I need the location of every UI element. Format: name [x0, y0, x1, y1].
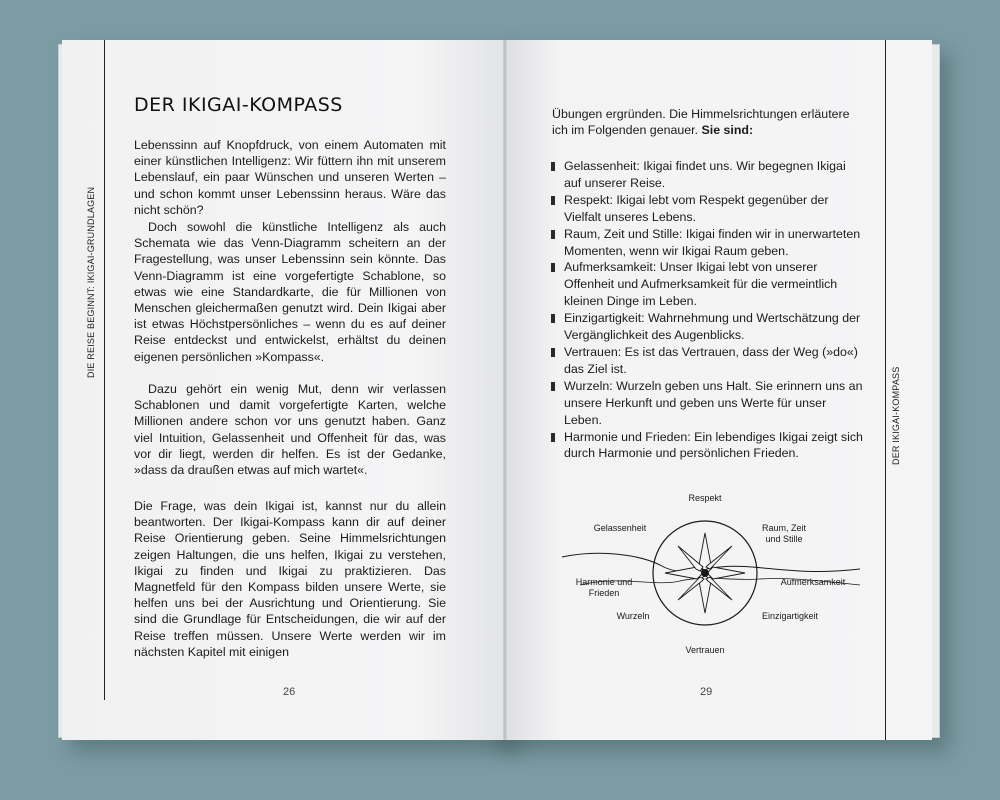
compass-label-top-right-2: und Stille [765, 534, 803, 544]
compass-star-icon [665, 533, 745, 613]
compass-label-right: Aufmerksamkeit [780, 577, 846, 587]
list-term: Harmonie und Frieden: [564, 429, 691, 444]
list-text: Ikigai finden wir in unerwarteten Momenten, wenn wir Ikigai Raum geben. [564, 226, 861, 258]
directions-list [551, 158, 866, 462]
paragraph-1: Lebenssinn auf Knopfdruck, von einem Automaten mit einer künstlichen Intelligenz: Wir füttern ihn mit unserem Lebenslauf, ein paar Wünschen und unseren Werten – und schon kommt unser Lebenssinn heraus. Wäre das nicht schön? [134, 138, 446, 217]
right-intro [552, 106, 862, 138]
list-term: Raum, Zeit und Stille: [564, 226, 683, 241]
list-text: Wahrnehmung und Wertschätzung der Vergänglichkeit des Augenblicks. [564, 311, 861, 343]
compass-label-bottom: Vertrauen [685, 645, 725, 655]
list-text: Ikigai lebt vom Respekt gegenüber der Vielfalt unseres Lebens. [564, 192, 829, 224]
compass-diagram [560, 485, 870, 665]
right-margin-rule [885, 40, 886, 740]
list-item [551, 429, 866, 463]
list-term: Aufmerksamkeit: [564, 260, 657, 275]
intro-bold: Sie sind: [701, 123, 754, 138]
list-item [551, 310, 866, 344]
list-term: Gelassenheit: [564, 159, 640, 173]
compass-label-left-1: Harmonie und [575, 577, 633, 587]
list-text: Unser Ikigai lebt von unserer Offenheit und Aufmerksamkeit für die vermeintlich kleinen Dinge im Leben. [564, 260, 838, 309]
page-number-left: 26 [283, 686, 296, 698]
paragraph-2: Doch sowohl die künstliche Intelligenz als auch Schemata wie das Venn-Diagramm scheitern an der Fragestellung, was unser Lebenssinn sein könnte. Das Venn-Diagramm ist eine vorgefertigte Schablone, so etwas wie eine Standardkarte, die für Millionen von Menschen gleichermaßen genutzt wird. Dein Ikigai aber ist etwas Höchstpersönliches – wenn du es auf deiner Reise entdeckst und entwickelst, erhältst du deinen eigenen persönlichen »Kompass«. [134, 220, 446, 364]
page-number-right: 29 [700, 686, 713, 698]
intro-text: Übungen ergründen. Die Himmelsrichtungen erläutere ich im Folgenden genauer. [552, 107, 850, 138]
list-item [551, 192, 866, 226]
compass-label-top-left: Gelassenheit [593, 523, 647, 533]
list-item [551, 226, 866, 260]
list-term: Respekt: [564, 192, 613, 207]
book-spine [503, 40, 507, 740]
list-text: Ein lebendiges Ikigai zeigt sich durch Harmonie und persönlichen Frieden. [564, 429, 863, 461]
list-item [551, 158, 866, 192]
compass-label-bottom-right: Einzigartigkeit [761, 611, 819, 621]
running-header-right: DER IKIGAI-KOMPASS [891, 366, 901, 465]
list-term: Vertrauen: [564, 344, 622, 359]
running-header-left: DIE REISE BEGINNT: IKIGAI-GRUNDLAGEN [86, 186, 96, 378]
paragraph-4: Die Frage, was dein Ikigai ist, kannst nur du allein beantworten. Der Ikigai-Kompass kann dir auf deiner Reise Orientierung geben. Seine Himmelsrichtungen zeigen Haltungen, die uns helfen, Ikigai zu verstehen, Ikigai zu finden und Ikigai zu praktizieren. Das Magnetfeld für den Kompass bilden unsere Werte, sie helfen uns bei der Ausrichtung und Orientierung. Sie sind die Grundlage für Entscheidungen, die wir auf der Reise treffen müssen. Unsere Werte werden wir im nächsten Kapitel mit einigen [134, 499, 446, 659]
list-text: Wurzeln geben uns Halt. Sie erinnern uns an unsere Herkunft und geben uns Werte für unser Leben. [564, 378, 863, 427]
compass-label-top: Respekt [688, 493, 722, 503]
list-term: Wurzeln: [564, 378, 613, 393]
list-item [551, 259, 866, 310]
compass-label-left-2: Frieden [588, 588, 620, 598]
list-item [551, 378, 866, 429]
compass-label-top-right-1: Raum, Zeit [761, 523, 807, 533]
list-item [551, 344, 866, 378]
list-term: Einzigartigkeit: [564, 311, 645, 326]
list-text: Ikigai findet uns. Wir begegnen Ikigai auf unserer Reise. [564, 159, 846, 190]
compass-label-bottom-left: Wurzeln [616, 611, 650, 621]
chapter-heading: DER IKIGAI-KOMPASS [134, 94, 343, 116]
list-text: Es ist das Vertrauen, dass der Weg (»do«) das Ziel ist. [564, 344, 858, 376]
paragraph-3: Dazu gehört ein wenig Mut, denn wir verlassen Schablonen und damit vorgefertigte Karten, welche Millionen andere schon vor uns genutzt haben. Ganz viel Intuition, Gelassenheit und Offenheit für das, was vor dir liegt, werden dir helfen. Es ist der Gedanke, »dass da draußen etwas auf mich wartet«. [134, 382, 446, 478]
left-margin-rule [104, 40, 105, 700]
